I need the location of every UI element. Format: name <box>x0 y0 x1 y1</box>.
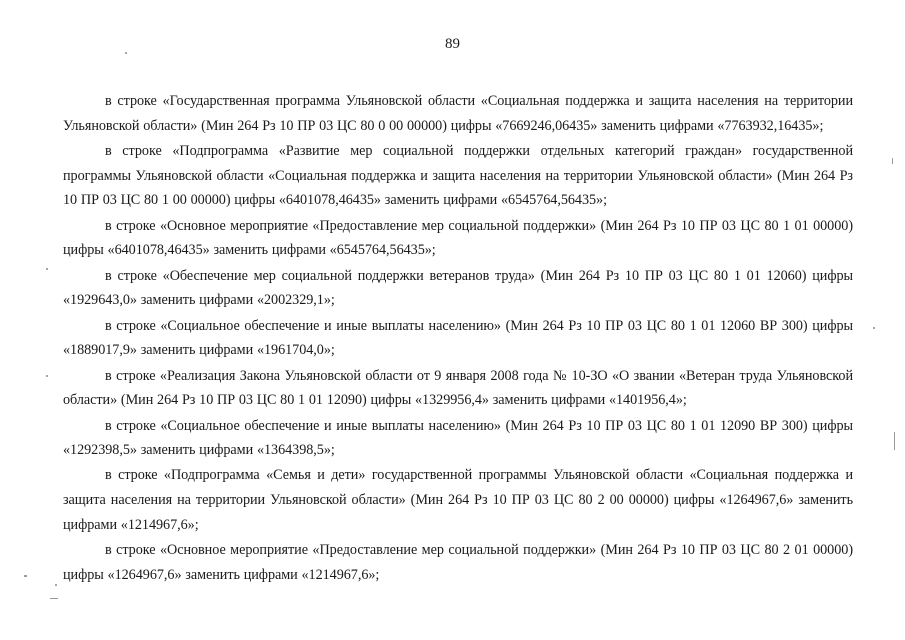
paragraph-3: в строке «Основное мероприятие «Предоставление мер социальной поддержки» (Мин 264 Рз 10 ПР 03 ЦС 80 1 01 00000) цифры «6401078,46435» заменить цифрами «6545764,56435»; <box>63 217 853 259</box>
scan-speck <box>873 327 875 329</box>
paragraph-4: в строке «Обеспечение мер социальной поддержки ветеранов труда» (Мин 264 Рз 10 ПР 03 ЦС 80 1 01 12060) цифры «1929643,0» заменить цифрами «2002329,1»; <box>63 267 853 309</box>
scan-speck <box>125 52 127 54</box>
paragraph-6: в строке «Реализация Закона Ульяновской области от 9 января 2008 года № 10-ЗО «О звании «Ветеран труда Ульяновской области» (Мин 264 Рз 10 ПР 03 ЦС 80 1 01 12090) цифры «1329956,4» заменить цифрами «1401956,4»; <box>63 367 853 409</box>
page-number: 89 <box>445 36 460 52</box>
scan-edge-mark <box>50 598 58 599</box>
scan-speck <box>55 584 57 586</box>
scan-edge-mark <box>894 432 895 450</box>
paragraph-9: в строке «Основное мероприятие «Предоставление мер социальной поддержки» (Мин 264 Рз 10 ПР 03 ЦС 80 2 01 00000) цифры «1264967,6» заменить цифрами «1214967,6»; <box>63 542 853 583</box>
scan-speck <box>24 575 27 577</box>
scan-edge-mark <box>892 158 893 164</box>
paragraph-8: в строке «Подпрограмма «Семья и дети» государственной программы Ульяновской области «Социальная поддержка и защита населения на территории Ульяновской области» (Мин 264 Рз 10 ПР 03 ЦС 80 2 00 00000) цифры «1264967,6» заменить цифрами «1214967,6»; <box>63 467 853 533</box>
scan-speck <box>46 375 48 377</box>
paragraph-2: в строке «Подпрограмма «Развитие мер социальной поддержки отдельных категорий граждан» государственной программы Ульяновской области «Социальная поддержка и защита населения на территории Ульяновской области» (Мин 264 Рз 10 ПР 03 ЦС 80 1 00 00000) цифры «6401078,46435» заменить цифрами «6545764,56435»; <box>63 142 853 209</box>
paragraph-7: в строке «Социальное обеспечение и иные выплаты населению» (Мин 264 Рз 10 ПР 03 ЦС 80 1 01 12090 ВР 300) цифры «1292398,5» заменить цифрами «1364398,5»; <box>63 417 853 459</box>
paragraph-1: в строке «Государственная программа Ульяновской области «Социальная поддержка и защита населения на территории Ульяновской области» (Мин 264 Рз 10 ПР 03 ЦС 80 0 00 00000) цифры «7669246,06435» заменить цифрами «7763932,16435»; <box>63 93 853 134</box>
scan-speck <box>46 268 48 270</box>
paragraph-5: в строке «Социальное обеспечение и иные выплаты населению» (Мин 264 Рз 10 ПР 03 ЦС 80 1 01 12060 ВР 300) цифры «1889017,9» заменить цифрами «1961704,0»; <box>63 317 853 359</box>
document-body <box>63 89 853 588</box>
